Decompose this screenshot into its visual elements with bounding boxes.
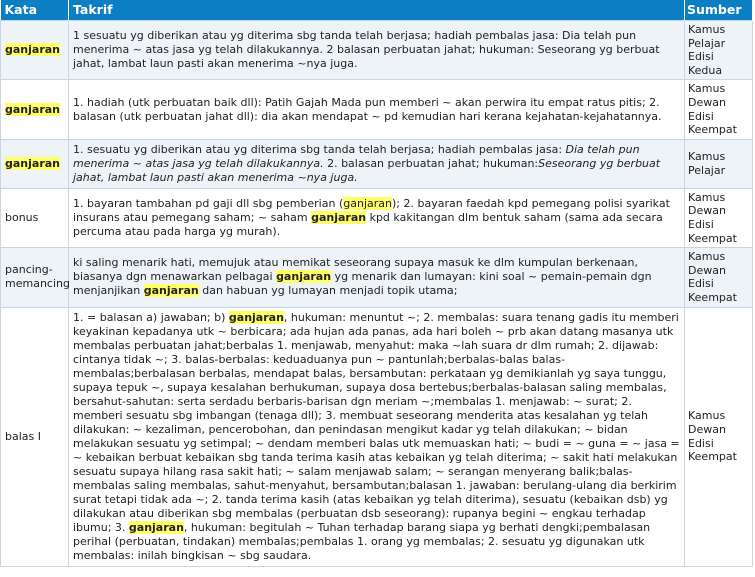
takrif-text: 1. sesuatu yg diberikan atau yg diterima sbg tanda telah berjasa; hadiah pembalas jasa: <box>73 142 566 156</box>
takrif-example: Dia telah pun menerima ~ atas jasa yg telah dilakukannya. <box>73 142 640 170</box>
takrif-text: ki saling menarik hati, memujuk atau memikat seseorang supaya masuk ke dlm kumpulan berkenaan, biasanya dgn menawarkan pelbagai <box>73 256 638 284</box>
sumber-line: Dewan <box>688 204 726 218</box>
kata-text: pancing-memancing <box>5 263 70 291</box>
sumber-line: Keempat <box>688 231 737 245</box>
takrif-text: , hukuman: menuntut ~; 2. membalas: suara tenang gadis itu memberi keyakinan kepadanya utk ~ berbicara; ada hujan ada panas, ada hari boleh ~ prb akan datang masanya utk membalas perbuatan jahat;berbalas 1. menjawab, menyahut: maka ~lah suara dr dlm rumah; 2. dijawab: cintanya tidak ~; 3. balas-berbalas: keduaduanya pun ~ pantunlah;berbalas-balas balas-membalas;berbalasan berbalas, mendapat balas, bersambutan: perkataan yg demikianlah yg saya tunggu, supaya tepuk ~, supaya kesalahan berhukuman, supaya dosa bertebus;berbalas-balasan saling membalas, bersahut-sahutan: serta serdadu berbaris-barisan dgn meriam ~;membalas 1. menjawab: ~ surat; 2. memberi sesuatu sbg imbangan (tenaga dll); 3. membuat seseorang menderita atas kesalahan yg telah dilakukan: ~ kezaliman, pencerobohan, dan penindasan mengikut kadar yg telah dilakukan; ~ bidan melakukan sesuatu yg setimpal; ~ dendam memberi balas utk memuaskan hati; ~ budi = ~ guna = ~ jasa = ~ kebaikan berbuat kebaikan sbg tanda terima kasih atas kebaikan yg telah diterima; ~ sakit hati melakukan sesuatu supaya hilang rasa sakit hati; ~ salam menjawab salam; ~ serangan menyerang balik;balas-membalas saling membalas, sahut-menyahut, bersambutan;balasan 1. jawaban: berulang-ulang dia berkirim surat tetapi tidak ada ~; 2. tanda terima kasih (atas kebaikan yg telah diterima), sesuatu (kebaikan dsb) yg dilakukan atau diberikan sbg membalas (perbuatan dsb seseorang): rupanya begini ~ engkau terhadap ibumu; 3. <box>73 310 680 534</box>
sumber-cell <box>685 188 753 247</box>
table-row <box>1 248 753 307</box>
sumber-line: Kedua <box>688 63 723 77</box>
sumber-line: Dewan <box>688 95 726 109</box>
sumber-line: Pelajar <box>688 36 726 50</box>
sumber-line: Edisi <box>688 50 714 64</box>
header-sumber: Sumber <box>685 0 753 21</box>
sumber-line: Kamus <box>688 150 726 164</box>
sumber-cell <box>685 80 753 139</box>
sumber-cell <box>685 139 753 188</box>
kata-cell <box>1 139 69 188</box>
takrif-highlight: ganjaran <box>276 270 332 284</box>
sumber-cell <box>685 21 753 80</box>
kata-cell <box>1 188 69 247</box>
sumber-line: Keempat <box>688 123 737 137</box>
takrif-cell <box>69 139 685 188</box>
sumber-line: Pelajar <box>688 163 726 177</box>
sumber-line: Keempat <box>688 290 737 304</box>
sumber-line: Kamus <box>688 82 726 96</box>
header-row <box>1 0 753 21</box>
takrif-highlight: ganjaran <box>143 284 199 298</box>
sumber-line: Kamus <box>688 190 726 204</box>
takrif-text: yg menarik dan lumayan: kini soal ~ pemain-pemain dgn menjanjikan <box>73 270 652 298</box>
header-takrif: Takrif <box>69 0 685 21</box>
takrif-text: 2. balasan perbuatan jahat; hukuman: <box>323 156 539 170</box>
table-row <box>1 139 753 188</box>
takrif-example: Seseorang yg berbuat jahat, lambat laun pasti akan menerima ~nya juga. <box>73 156 661 184</box>
table-row <box>1 80 753 139</box>
kata-highlight: ganjaran <box>5 43 60 57</box>
takrif-text: dan habuan yg lumayan menjadi topik utama; <box>198 284 458 298</box>
kata-cell <box>1 248 69 307</box>
table-row <box>1 21 753 80</box>
sumber-cell <box>685 248 753 307</box>
kata-highlight: ganjaran <box>5 102 60 116</box>
sumber-line: Kamus <box>688 23 726 36</box>
sumber-line: Keempat <box>688 450 737 464</box>
takrif-text: 1 sesuatu yg diberikan atau yg diterima sbg tanda telah berjasa; hadiah pembalas jasa: Dia telah pun menerima ~ atas jasa yg telah dilakukannya. 2 balasan perbuatan jahat; hukuman: Seseorang yg berbuat jahat, lambat laun pasti akan menerima ~nya juga. <box>73 29 660 71</box>
sumber-line: Edisi <box>688 277 714 291</box>
sumber-line: Kamus <box>688 409 726 423</box>
takrif-highlight: ganjaran <box>343 196 392 210</box>
takrif-highlight: ganjaran <box>128 520 184 534</box>
takrif-text: 1. = balasan a) jawaban; b) <box>73 310 229 324</box>
sumber-line: Edisi <box>688 217 714 231</box>
takrif-text: , hukuman: begitulah ~ Tuhan terhadap barang siapa yg berhati dengki;pembalasan perihal (perbuatan, tindakan) membalas;pembalas 1. orang yg membalas; 2. sesuatu yg digunakan utk membalas: inilah bingkisan ~ sbg saudara. <box>73 520 651 562</box>
kata-cell <box>1 307 69 566</box>
sumber-line: Dewan <box>688 422 726 436</box>
sumber-line: Kamus <box>688 250 726 264</box>
kata-cell <box>1 21 69 80</box>
sumber-cell <box>685 307 753 566</box>
kata-cell <box>1 80 69 139</box>
kata-text: bonus <box>5 210 39 224</box>
kata-highlight: ganjaran <box>5 156 60 170</box>
sumber-line: Edisi <box>688 109 714 123</box>
header-kata: Kata <box>1 0 69 21</box>
takrif-cell <box>69 307 685 566</box>
takrif-highlight: ganjaran <box>311 210 367 224</box>
takrif-cell <box>69 188 685 247</box>
takrif-text: kpd kakitangan dlm bentuk saham (sama ada secara percuma atau pada harga yg murah). <box>73 210 663 238</box>
takrif-cell <box>69 248 685 307</box>
sumber-line: Edisi <box>688 436 714 450</box>
takrif-text: ); 2. bayaran faedah kpd pemegang polisi syarikat insurans atau pemegang saham; ~ saham <box>73 196 670 224</box>
takrif-cell <box>69 21 685 80</box>
table-row <box>1 188 753 247</box>
takrif-cell <box>69 80 685 139</box>
takrif-highlight: ganjaran <box>228 310 284 324</box>
table-row <box>1 307 753 566</box>
takrif-text: 1. bayaran tambahan pd gaji dll sbg pemberian ( <box>73 196 344 210</box>
kata-text: balas I <box>5 429 41 443</box>
sumber-line: Dewan <box>688 263 726 277</box>
takrif-text: 1. hadiah (utk perbuatan baik dll): Patih Gajah Mada pun memberi ~ akan perwira itu empat ratus pitis; 2. balasan (utk perbuatan jahat dll): dia akan mendapat ~ pd kemudian hari kerana kejahatan-kejahatannya. <box>73 95 662 123</box>
